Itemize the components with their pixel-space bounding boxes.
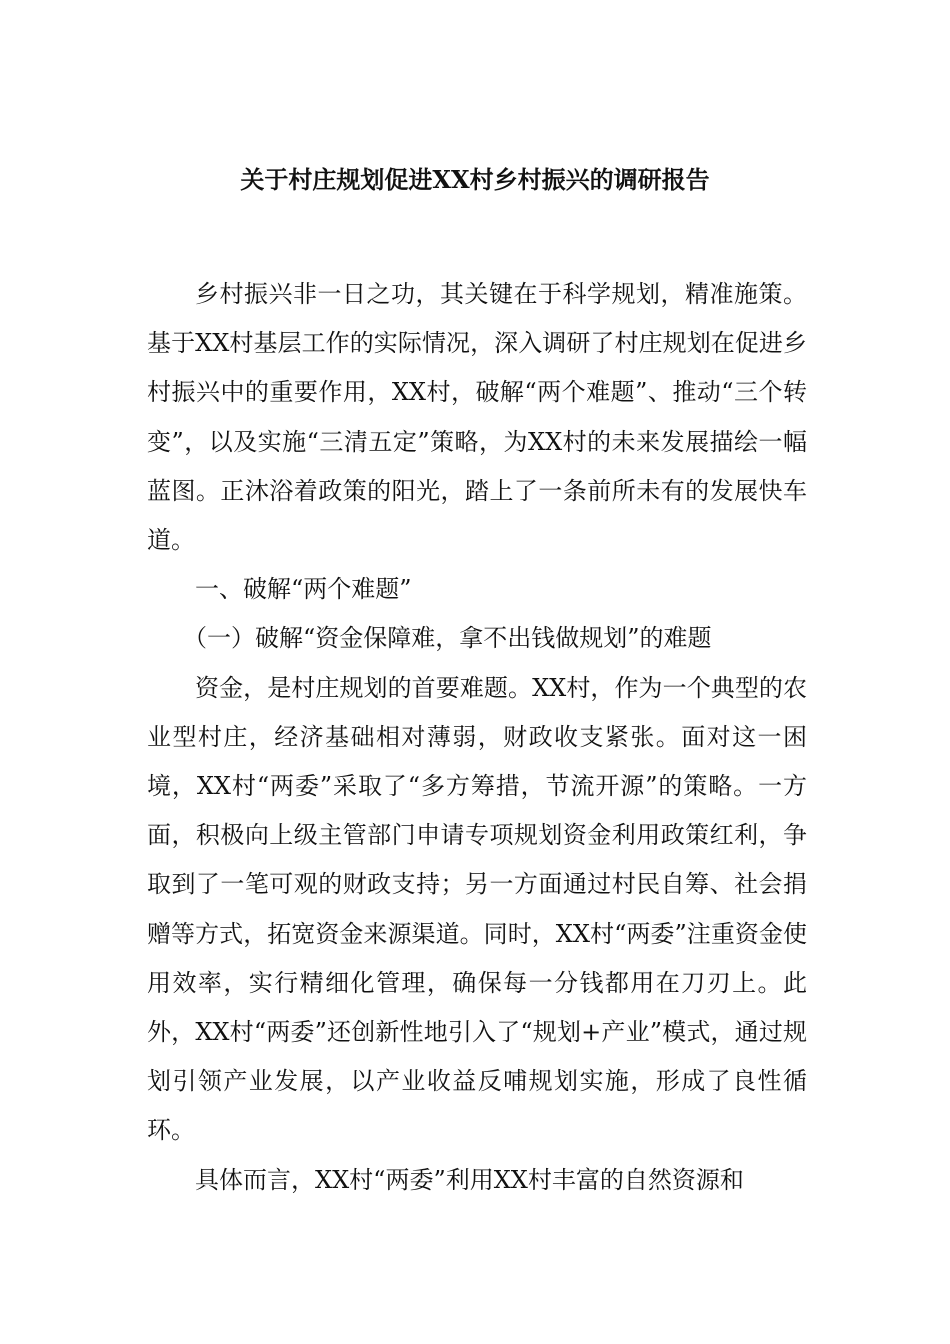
document-title: 关于村庄规划促进XX村乡村振兴的调研报告 bbox=[240, 165, 710, 194]
paragraph-funding: 资金，是村庄规划的首要难题。XX村，作为一个典型的农业型村庄，经济基础相对薄弱，财政收支紧张。面对这一困境，XX村“两委”采取了“多方筹措，节流开源”的策略。一方面，积极向上级主管部门申请专项规划资金利用政策红利，争取到了一笔可观的财政支持；另一方面通过村民自筹、社会捐赠等方式，拓宽资金来源渠道。同时，XX村“两委”注重资金使用效率，实行精细化管理，确保每一分钱都用在刀刃上。此外，XX村“两委”还创新性地引入了“规划+产业”模式，通过规划引领产业发展，以产业收益反哺规划实施，形成了良性循环。 bbox=[147, 673, 807, 1145]
document-body bbox=[147, 270, 807, 1205]
paragraph-specifics: 具体而言，XX村“两委”利用XX村丰富的自然资源和 bbox=[195, 1165, 744, 1194]
section-heading: 一、破解“两个难题” bbox=[195, 575, 412, 604]
subsection-heading: （一）破解“资金保障难，拿不出钱做规划”的难题 bbox=[183, 624, 712, 653]
paragraph-intro: 乡村振兴非一日之功，其关键在于科学规划，精准施策。基于XX村基层工作的实际情况，深入调研了村庄规划在促进乡村振兴中的重要作用，XX村，破解“两个难题”、推动“三个转变”，以及实施“三清五定”策略，为XX村的未来发展描绘一幅蓝图。正沐浴着政策的阳光，踏上了一条前所未有的发展快车道。 bbox=[147, 280, 807, 555]
